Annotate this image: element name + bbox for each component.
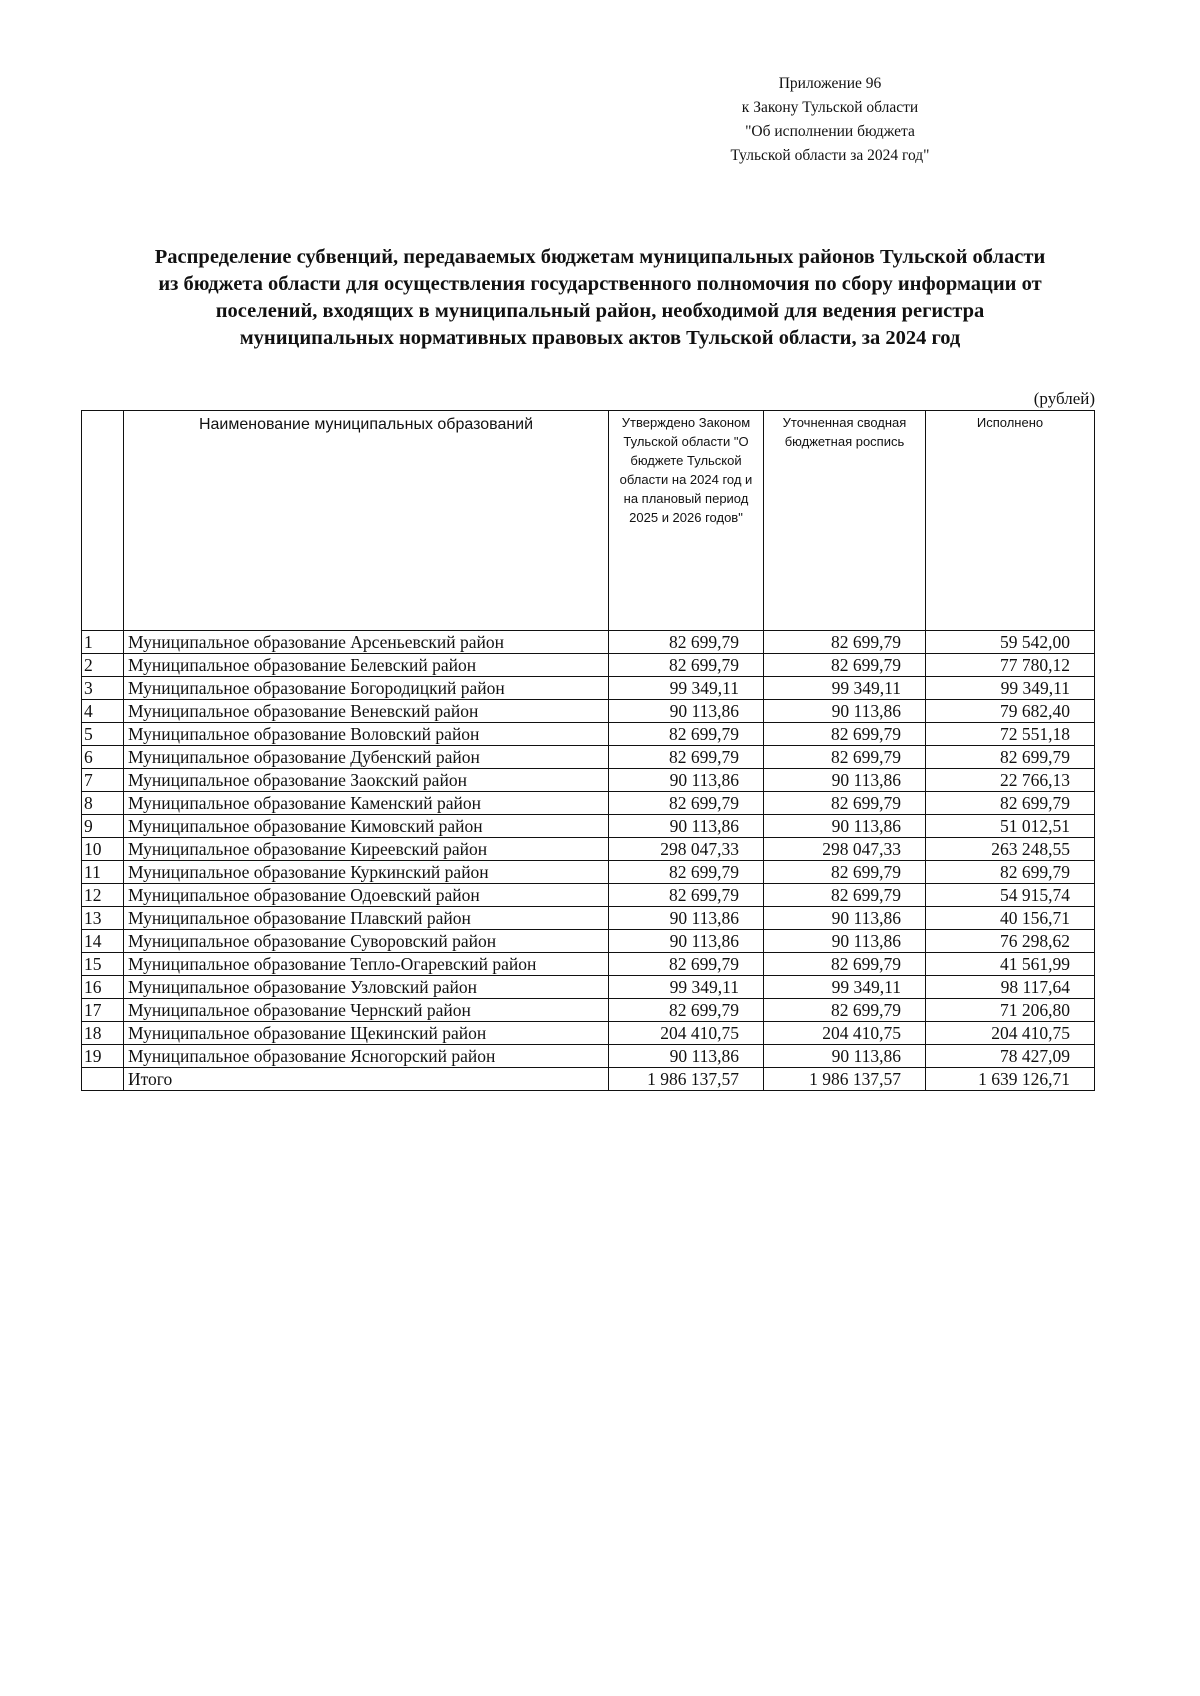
row-index: 10	[82, 838, 124, 861]
title-line-1: Распределение субвенций, передаваемых бюджетам муниципальных районов Тульской области	[154, 246, 1046, 268]
row-approved: 82 699,79	[609, 723, 764, 746]
row-index: 18	[82, 1022, 124, 1045]
row-approved: 204 410,75	[609, 1022, 764, 1045]
row-name: Муниципальное образование Кимовский район	[124, 815, 609, 838]
total-row	[82, 1068, 1095, 1091]
table-row	[82, 1045, 1095, 1068]
row-approved: 90 113,86	[609, 815, 764, 838]
header-approved: Утверждено Законом Тульской области "О бюджете Тульской области на 2024 год и на плановый период 2025 и 2026 годов"	[609, 411, 764, 631]
row-refined: 82 699,79	[764, 631, 926, 654]
table-row	[82, 677, 1095, 700]
row-name: Муниципальное образование Щекинский район	[124, 1022, 609, 1045]
row-approved: 82 699,79	[609, 631, 764, 654]
header-index	[82, 411, 124, 631]
row-refined: 204 410,75	[764, 1022, 926, 1045]
row-name: Муниципальное образование Киреевский район	[124, 838, 609, 861]
table-row	[82, 838, 1095, 861]
row-refined: 82 699,79	[764, 746, 926, 769]
row-approved: 82 699,79	[609, 953, 764, 976]
row-executed: 82 699,79	[926, 861, 1095, 884]
row-approved: 82 699,79	[609, 999, 764, 1022]
row-refined: 82 699,79	[764, 999, 926, 1022]
title-line-2: из бюджета области для осуществления государственного полномочия по сбору информации от	[158, 273, 1042, 295]
row-executed: 82 699,79	[926, 792, 1095, 815]
appendix-line-1: Приложение 96	[778, 75, 882, 92]
row-refined: 90 113,86	[764, 769, 926, 792]
appendix-line-4: Тульской области за 2024 год"	[730, 147, 930, 164]
row-refined: 99 349,11	[764, 976, 926, 999]
row-name: Муниципальное образование Узловский район	[124, 976, 609, 999]
row-executed: 22 766,13	[926, 769, 1095, 792]
subvention-table	[81, 410, 1095, 1091]
table-header-row	[82, 411, 1095, 631]
row-executed: 51 012,51	[926, 815, 1095, 838]
row-refined: 82 699,79	[764, 654, 926, 677]
row-index: 1	[82, 631, 124, 654]
row-approved: 82 699,79	[609, 746, 764, 769]
row-approved: 90 113,86	[609, 769, 764, 792]
row-executed: 204 410,75	[926, 1022, 1095, 1045]
table-row	[82, 746, 1095, 769]
row-index	[82, 1068, 124, 1091]
appendix-line-2: к Закону Тульской области	[741, 99, 919, 116]
row-executed: 99 349,11	[926, 677, 1095, 700]
row-refined: 1 986 137,57	[764, 1068, 926, 1091]
row-refined: 82 699,79	[764, 953, 926, 976]
row-name: Муниципальное образование Богородицкий район	[124, 677, 609, 700]
row-executed: 71 206,80	[926, 999, 1095, 1022]
row-refined: 82 699,79	[764, 723, 926, 746]
row-index: 8	[82, 792, 124, 815]
row-refined: 82 699,79	[764, 884, 926, 907]
table-row	[82, 654, 1095, 677]
row-executed: 40 156,71	[926, 907, 1095, 930]
row-executed: 98 117,64	[926, 976, 1095, 999]
row-approved: 90 113,86	[609, 700, 764, 723]
row-approved: 82 699,79	[609, 884, 764, 907]
table-row	[82, 976, 1095, 999]
row-approved: 82 699,79	[609, 792, 764, 815]
row-approved: 1 986 137,57	[609, 1068, 764, 1091]
table-row	[82, 884, 1095, 907]
row-approved: 99 349,11	[609, 976, 764, 999]
row-approved: 298 047,33	[609, 838, 764, 861]
row-name: Муниципальное образование Дубенский район	[124, 746, 609, 769]
row-executed: 82 699,79	[926, 746, 1095, 769]
header-executed: Исполнено	[926, 411, 1095, 631]
row-refined: 82 699,79	[764, 792, 926, 815]
row-index: 13	[82, 907, 124, 930]
row-refined: 90 113,86	[764, 815, 926, 838]
row-approved: 82 699,79	[609, 654, 764, 677]
row-index: 16	[82, 976, 124, 999]
row-index: 9	[82, 815, 124, 838]
row-name: Итого	[124, 1068, 609, 1091]
row-index: 14	[82, 930, 124, 953]
row-index: 4	[82, 700, 124, 723]
title-line-3: поселений, входящих в муниципальный район, необходимой для ведения регистра	[215, 300, 985, 322]
header-refined: Уточненная сводная бюджетная роспись	[764, 411, 926, 631]
row-name: Муниципальное образование Заокский район	[124, 769, 609, 792]
table-row	[82, 1022, 1095, 1045]
row-executed: 263 248,55	[926, 838, 1095, 861]
row-approved: 82 699,79	[609, 861, 764, 884]
title-line-4: муниципальных нормативных правовых актов Тульской области, за 2024 год	[239, 327, 961, 349]
row-executed: 79 682,40	[926, 700, 1095, 723]
table-row	[82, 769, 1095, 792]
table-row	[82, 861, 1095, 884]
row-name: Муниципальное образование Суворовский район	[124, 930, 609, 953]
appendix-line-3: "Об исполнении бюджета	[745, 123, 915, 140]
table-row	[82, 815, 1095, 838]
currency-unit: (рублей)	[1033, 389, 1095, 408]
appendix-reference	[700, 72, 960, 168]
row-index: 2	[82, 654, 124, 677]
row-executed: 54 915,74	[926, 884, 1095, 907]
row-refined: 90 113,86	[764, 930, 926, 953]
row-index: 3	[82, 677, 124, 700]
row-name: Муниципальное образование Чернский район	[124, 999, 609, 1022]
row-name: Муниципальное образование Арсеньевский район	[124, 631, 609, 654]
row-refined: 90 113,86	[764, 907, 926, 930]
row-name: Муниципальное образование Веневский район	[124, 700, 609, 723]
row-index: 7	[82, 769, 124, 792]
document-title	[60, 244, 1140, 352]
table-row	[82, 631, 1095, 654]
row-index: 11	[82, 861, 124, 884]
row-executed: 41 561,99	[926, 953, 1095, 976]
row-executed: 72 551,18	[926, 723, 1095, 746]
header-name: Наименование муниципальных образований	[124, 411, 609, 631]
table-row	[82, 792, 1095, 815]
table-row	[82, 999, 1095, 1022]
table-row	[82, 907, 1095, 930]
row-executed: 76 298,62	[926, 930, 1095, 953]
row-refined: 298 047,33	[764, 838, 926, 861]
row-name: Муниципальное образование Ясногорский район	[124, 1045, 609, 1068]
row-executed: 78 427,09	[926, 1045, 1095, 1068]
row-name: Муниципальное образование Плавский район	[124, 907, 609, 930]
row-index: 17	[82, 999, 124, 1022]
row-name: Муниципальное образование Каменский район	[124, 792, 609, 815]
row-refined: 90 113,86	[764, 1045, 926, 1068]
row-refined: 82 699,79	[764, 861, 926, 884]
row-executed: 59 542,00	[926, 631, 1095, 654]
row-index: 12	[82, 884, 124, 907]
row-name: Муниципальное образование Одоевский район	[124, 884, 609, 907]
row-index: 6	[82, 746, 124, 769]
row-index: 19	[82, 1045, 124, 1068]
table-row	[82, 700, 1095, 723]
row-name: Муниципальное образование Тепло-Огаревский район	[124, 953, 609, 976]
row-approved: 90 113,86	[609, 930, 764, 953]
row-index: 5	[82, 723, 124, 746]
table-row	[82, 723, 1095, 746]
row-executed: 1 639 126,71	[926, 1068, 1095, 1091]
row-index: 15	[82, 953, 124, 976]
row-refined: 99 349,11	[764, 677, 926, 700]
row-approved: 90 113,86	[609, 907, 764, 930]
row-approved: 99 349,11	[609, 677, 764, 700]
row-name: Муниципальное образование Воловский район	[124, 723, 609, 746]
row-name: Муниципальное образование Куркинский район	[124, 861, 609, 884]
row-executed: 77 780,12	[926, 654, 1095, 677]
table-row	[82, 953, 1095, 976]
row-name: Муниципальное образование Белевский район	[124, 654, 609, 677]
table-row	[82, 930, 1095, 953]
row-refined: 90 113,86	[764, 700, 926, 723]
row-approved: 90 113,86	[609, 1045, 764, 1068]
